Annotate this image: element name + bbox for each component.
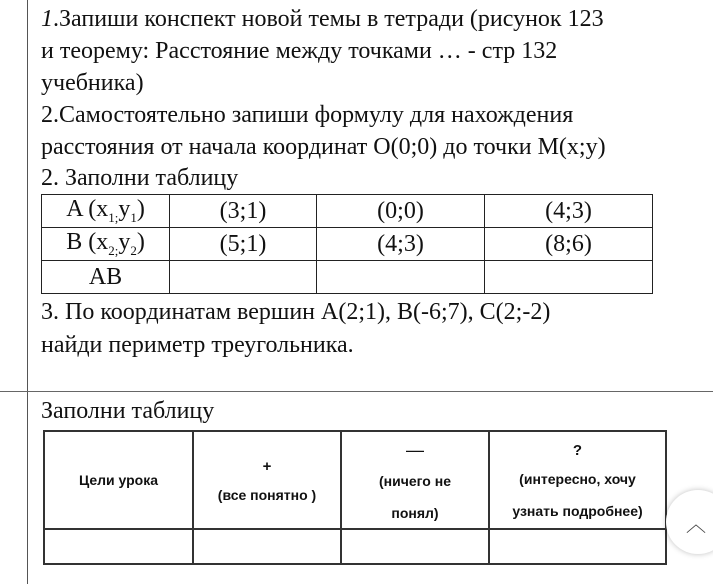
row-ab-label: AB — [42, 261, 170, 294]
table-row-a — [42, 195, 653, 228]
chevron-up-icon: ︿ — [686, 512, 706, 536]
reflection-answer-row — [44, 529, 666, 564]
task3-line2: найди периметр треугольника. — [41, 332, 354, 358]
table-cell — [317, 261, 485, 294]
header-want-to-know: ? (интересно, хочу узнать подробнее) — [489, 431, 666, 529]
answer-cell[interactable] — [44, 529, 193, 564]
header-not-understood: — (ничего не понял) — [341, 431, 489, 529]
section-divider — [0, 391, 713, 392]
table-cell — [485, 261, 653, 294]
table-cell: (0;0) — [317, 195, 485, 228]
task1-line1: 1.Запиши конспект новой темы в тетради (рисунок 123 — [41, 6, 604, 32]
table-cell: (4;3) — [485, 195, 653, 228]
task2-line2: расстояния от начала координат O(0;0) до точки M(x;y) — [41, 134, 606, 160]
task1-line3: учебника) — [41, 70, 144, 96]
answer-cell[interactable] — [489, 529, 666, 564]
reflection-table — [43, 430, 667, 565]
table-cell: (5;1) — [170, 228, 317, 261]
table-cell — [170, 261, 317, 294]
header-lesson-goals: Цели урока — [44, 431, 193, 529]
task2-fill-title: 2. Заполни таблицу — [41, 165, 239, 191]
table-cell: (3;1) — [170, 195, 317, 228]
task3-line1: 3. По координатам вершин A(2;1), B(-6;7), C(2;-2) — [41, 299, 551, 325]
table-cell: (4;3) — [317, 228, 485, 261]
task2-line1: 2.Самостоятельно запиши формулу для нахождения — [41, 102, 574, 128]
scroll-up-button[interactable] — [666, 490, 713, 554]
row-a-label: A $(x_{1;}y_1)$ — [42, 195, 170, 228]
left-margin-line — [27, 0, 28, 584]
header-understood: + (все понятно ) — [193, 431, 341, 529]
table-row-b — [42, 228, 653, 261]
row-b-label: B $(x_{2;}y_2)$ — [42, 228, 170, 261]
reflection-header-row — [44, 431, 666, 529]
reflection-title: Заполни таблицу — [41, 398, 215, 424]
task1-line2: и теорему: Расстояние между точками … - стр 132 — [41, 38, 558, 64]
table-row-ab — [42, 261, 653, 294]
answer-cell[interactable] — [341, 529, 489, 564]
answer-cell[interactable] — [193, 529, 341, 564]
coordinates-table — [41, 194, 653, 294]
table-cell: (8;6) — [485, 228, 653, 261]
